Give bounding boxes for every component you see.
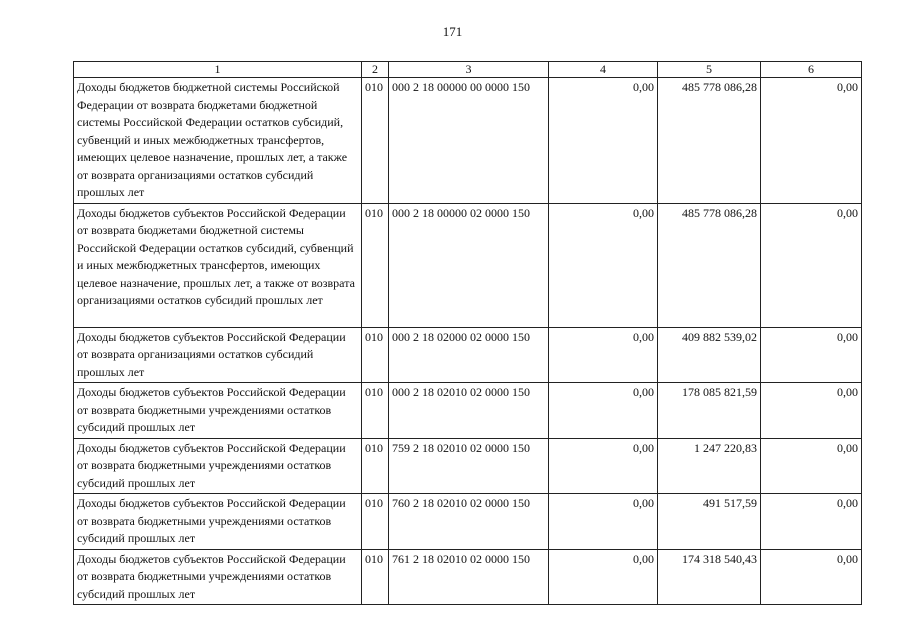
column-header: 5 — [658, 62, 761, 78]
row-budget-code: 760 2 18 02010 02 0000 150 — [389, 494, 549, 550]
row-name: Доходы бюджетов субъектов Российской Федерации от возврата бюджетными учреждениями остатков субсидий прошлых лет — [74, 549, 362, 605]
row-line-code: 010 — [362, 494, 389, 550]
table-row — [74, 549, 862, 605]
budget-table — [73, 61, 862, 605]
row-budget-code: 761 2 18 02010 02 0000 150 — [389, 549, 549, 605]
row-name: Доходы бюджетов субъектов Российской Федерации от возврата бюджетными учреждениями остатков субсидий прошлых лет — [74, 383, 362, 439]
row-col6-value: 0,00 — [761, 203, 862, 327]
row-budget-code: 000 2 18 00000 00 0000 150 — [389, 78, 549, 204]
column-header: 1 — [74, 62, 362, 78]
row-line-code: 010 — [362, 549, 389, 605]
row-col6-value: 0,00 — [761, 494, 862, 550]
row-line-code: 010 — [362, 78, 389, 204]
row-line-code: 010 — [362, 438, 389, 494]
row-name: Доходы бюджетов субъектов Российской Федерации от возврата бюджетными учреждениями остатков субсидий прошлых лет — [74, 438, 362, 494]
row-col4-value: 0,00 — [549, 327, 658, 383]
row-budget-code: 000 2 18 02000 02 0000 150 — [389, 327, 549, 383]
row-col5-value: 1 247 220,83 — [658, 438, 761, 494]
row-name: Доходы бюджетов субъектов Российской Федерации от возврата бюджетами бюджетной системы Российской Федерации остатков субсидий, субвенций и иных межбюджетных трансфертов, имеющих целевое назначение, прошлых лет, а также от возврата организациями остатков субсидий прошлых лет — [74, 203, 362, 327]
page-number: 171 — [442, 24, 463, 39]
table-row — [74, 327, 862, 383]
row-line-code: 010 — [362, 203, 389, 327]
row-col5-value: 491 517,59 — [658, 494, 761, 550]
row-budget-code: 759 2 18 02010 02 0000 150 — [389, 438, 549, 494]
table-row — [74, 438, 862, 494]
row-col6-value: 0,00 — [761, 78, 862, 204]
row-col5-value: 409 882 539,02 — [658, 327, 761, 383]
table-row — [74, 494, 862, 550]
table-header-row — [74, 62, 862, 78]
row-budget-code: 000 2 18 00000 02 0000 150 — [389, 203, 549, 327]
row-col4-value: 0,00 — [549, 494, 658, 550]
row-col6-value: 0,00 — [761, 327, 862, 383]
row-col5-value: 174 318 540,43 — [658, 549, 761, 605]
row-col5-value: 485 778 086,28 — [658, 78, 761, 204]
row-col6-value: 0,00 — [761, 549, 862, 605]
column-header: 6 — [761, 62, 862, 78]
row-budget-code: 000 2 18 02010 02 0000 150 — [389, 383, 549, 439]
row-col5-value: 485 778 086,28 — [658, 203, 761, 327]
row-col4-value: 0,00 — [549, 438, 658, 494]
column-header: 4 — [549, 62, 658, 78]
row-col6-value: 0,00 — [761, 438, 862, 494]
row-col4-value: 0,00 — [549, 78, 658, 204]
row-name: Доходы бюджетов субъектов Российской Федерации от возврата организациями остатков субсидий прошлых лет — [74, 327, 362, 383]
row-name: Доходы бюджетов субъектов Российской Федерации от возврата бюджетными учреждениями остатков субсидий прошлых лет — [74, 494, 362, 550]
column-header: 2 — [362, 62, 389, 78]
row-col6-value: 0,00 — [761, 383, 862, 439]
table-row — [74, 383, 862, 439]
row-col4-value: 0,00 — [549, 549, 658, 605]
row-col5-value: 178 085 821,59 — [658, 383, 761, 439]
table-row — [74, 203, 862, 327]
column-header: 3 — [389, 62, 549, 78]
row-name: Доходы бюджетов бюджетной системы Российской Федерации от возврата бюджетами бюджетной системы Российской Федерации остатков субсидий, субвенций и иных межбюджетных трансфертов, имеющих целевое назначение, прошлых лет, а также от возврата организациями остатков субсидий прошлых лет — [74, 78, 362, 204]
row-col4-value: 0,00 — [549, 383, 658, 439]
row-line-code: 010 — [362, 327, 389, 383]
row-col4-value: 0,00 — [549, 203, 658, 327]
row-line-code: 010 — [362, 383, 389, 439]
table-row — [74, 78, 862, 204]
